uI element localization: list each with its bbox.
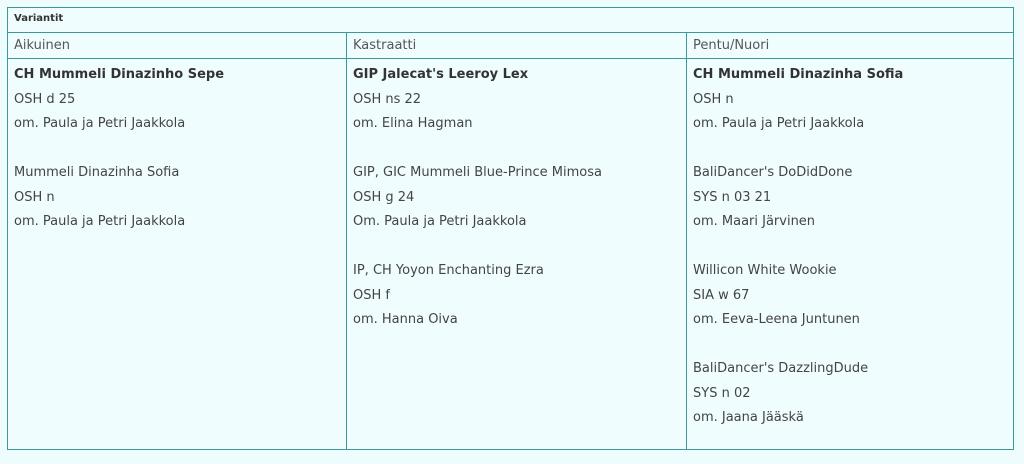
- table-title: Variantit: [8, 8, 1013, 33]
- cat-name: BaliDancer's DazzlingDude: [693, 361, 869, 376]
- cat-name: Mummeli Dinazinha Sofia: [14, 165, 180, 180]
- cat-name: Willicon White Wookie: [693, 263, 837, 278]
- column-header-neuter: Kastraatti: [347, 33, 687, 58]
- column-header-kitten-junior: Pentu/Nuori: [693, 38, 770, 53]
- cat-entry: [353, 259, 680, 333]
- column-kitten-junior: [687, 59, 1013, 449]
- cat-entry: [14, 63, 340, 137]
- owner-text: om. Paula ja Petri Jaakkola: [693, 116, 865, 131]
- breed-code: OSH f: [353, 287, 390, 303]
- owner-text: om. Eeva-Leena Juntunen: [693, 312, 860, 327]
- table-header-row: [8, 33, 1013, 59]
- breed-code: OSH n: [14, 189, 55, 205]
- cat-name: CH Mummeli Dinazinha Sofia: [693, 67, 904, 82]
- cat-entry: [693, 259, 1007, 333]
- breed-code: SYS n 02: [693, 385, 751, 401]
- cat-entry: [693, 357, 1007, 431]
- cat-name: GIP, GIC Mummeli Blue-Prince Mimosa: [353, 165, 602, 180]
- breed-code: SIA w 67: [693, 287, 750, 303]
- owner-text: om. Hanna Oiva: [353, 312, 458, 327]
- cat-entry: [353, 63, 680, 137]
- column-header-adult: Aikuinen: [8, 33, 347, 58]
- owner-text: om. Maari Järvinen: [693, 214, 816, 229]
- table-body-row: [8, 59, 1013, 449]
- cat-entry: [693, 161, 1007, 235]
- cat-name: GIP Jalecat's Leeroy Lex: [353, 67, 529, 82]
- owner-text: om. Paula ja Petri Jaakkola: [14, 116, 186, 131]
- cat-entry: [693, 63, 1007, 137]
- owner-text: om. Elina Hagman: [353, 116, 473, 131]
- owner-text: om. Jaana Jääskä: [693, 410, 804, 425]
- cat-name: CH Mummeli Dinazinho Sepe: [14, 67, 225, 82]
- cat-entry: [353, 161, 680, 235]
- breed-code: OSH d 25: [14, 91, 76, 107]
- cat-entry: [14, 161, 340, 235]
- breed-code: SYS n 03 21: [693, 189, 772, 205]
- owner-text: Om. Paula ja Petri Jaakkola: [353, 214, 527, 229]
- column-adult: [8, 59, 347, 449]
- variants-table: [7, 7, 1014, 450]
- breed-code: OSH n: [693, 91, 734, 107]
- breed-code: OSH ns 22: [353, 91, 422, 107]
- cat-name: IP, CH Yoyon Enchanting Ezra: [353, 263, 544, 278]
- breed-code: OSH g 24: [353, 189, 415, 205]
- column-neuter: [347, 59, 687, 449]
- cat-name: BaliDancer's DoDidDone: [693, 165, 853, 180]
- owner-text: om. Paula ja Petri Jaakkola: [14, 214, 186, 229]
